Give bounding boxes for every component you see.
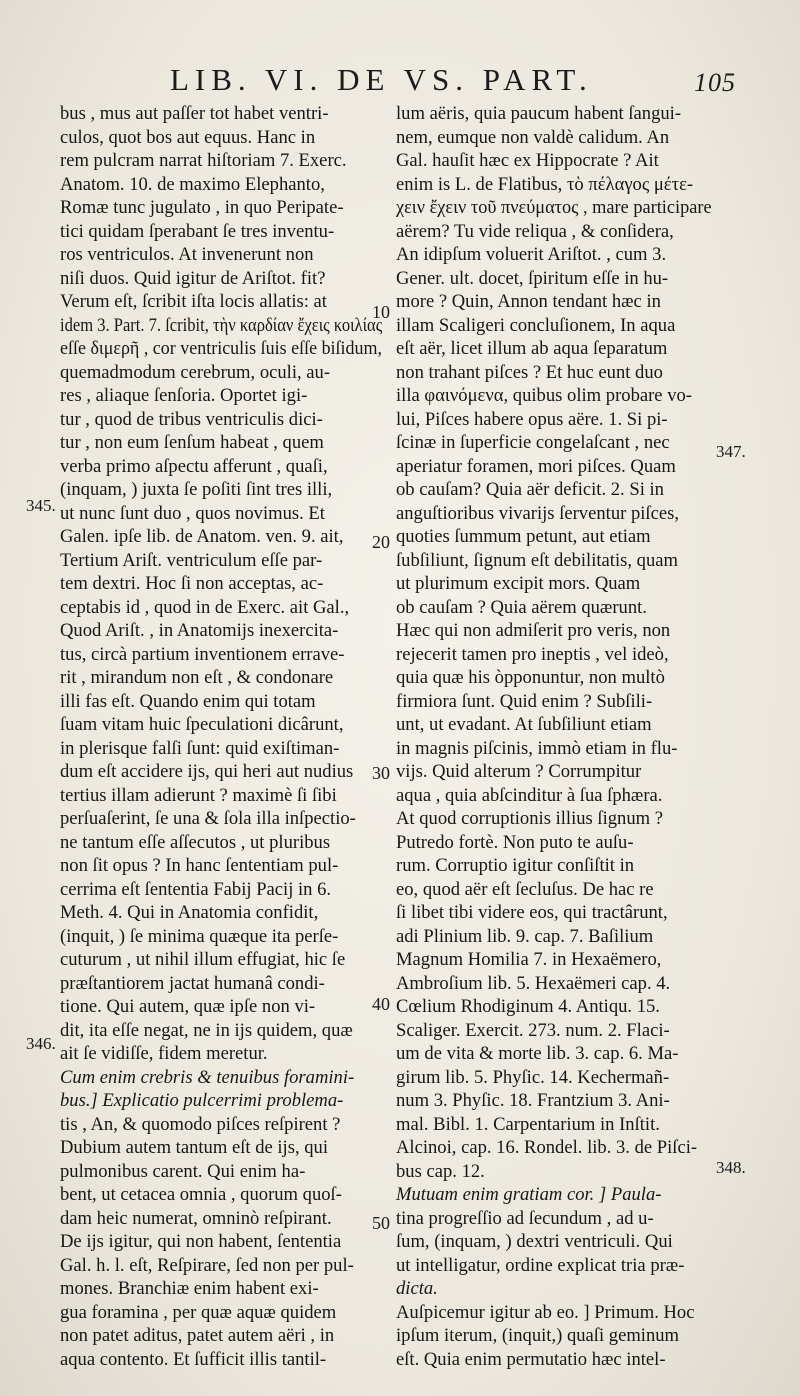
text-line: anguſtioribus vivarijs ſerventur piſces, <box>396 502 679 524</box>
text-line: non ſit opus ? In hanc ſententiam pul- <box>60 855 339 876</box>
right-text-column <box>396 102 712 1371</box>
text-line: dam heic numerat, omninò reſpirant. <box>60 1207 332 1229</box>
running-header <box>170 62 736 102</box>
text-line: eo, quod aër eſt ſecluſus. De hac re <box>396 878 654 900</box>
text-line: rit , mirandum non eſt , & condonare <box>60 667 334 688</box>
text-line: Gal. hauſit hæc ex Hippocrate ? Ait <box>396 150 659 171</box>
text-line: ne tantum eſſe aſſecutos , ut pluribus <box>60 831 331 853</box>
text-line: ſum, (inquam, ) dextri ventriculi. Qui <box>396 1231 673 1252</box>
text-line: Putredo fortè. Non puto te auſu- <box>396 831 634 853</box>
text-line: Alcinoi, cap. 16. Rondel. lib. 3. de Piſci- <box>396 1137 698 1158</box>
text-line: ut intelligatur, ordine explicat tria præ- <box>396 1254 685 1276</box>
text-line: idem 3. Part. 7. ſcribit, τὴν καρδίαν ἔχεις κοιλίας <box>60 314 383 336</box>
text-line: quemadmodum cerebrum, oculi, au- <box>60 361 331 383</box>
text-line: ſcinæ in ſuperficie congelaſcant , nec <box>396 432 670 453</box>
text-line: rum. Corruptio igitur conſiſtit in <box>396 855 635 876</box>
text-line: perſuaſerint, ſe una & ſola illa inſpectio- <box>60 808 356 829</box>
text-line: De ijs igitur, qui non habent, ſententia <box>60 1231 342 1252</box>
text-line: Dubium autem tantum eſt de ijs, qui <box>60 1137 329 1158</box>
text-line: girum lib. 5. Phyſic. 14. Kechermañ- <box>396 1066 670 1088</box>
text-line: aperiatur foramen, mori piſces. Quam <box>396 455 676 477</box>
text-line: dit, ita eſſe negat, ne in ijs quidem, quæ <box>60 1019 353 1041</box>
text-line: Cum enim crebris & tenuibus foramini- <box>60 1066 355 1088</box>
text-line: ceptabis id , quod in de Exerc. ait Gal., <box>60 596 350 618</box>
text-line: gua foramina , per quæ aquæ quidem <box>60 1301 337 1323</box>
text-line: lui, Piſces habere opus aëre. 1. Si pi- <box>396 408 668 430</box>
text-line: ait ſe vidiſſe, fidem meretur. <box>60 1043 268 1064</box>
text-line: Meth. 4. Qui in Anatomia confidit, <box>60 902 319 923</box>
text-line: num 3. Phyſic. 18. Frantzium 3. Ani- <box>396 1090 670 1111</box>
text-line: bent, ut cetacea omnia , quorum quoſ- <box>60 1184 342 1205</box>
text-line: aqua contento. Et ſufficit illis tantil- <box>60 1348 327 1370</box>
text-line: bus.] Explicatio pulcerrimi problema- <box>60 1090 344 1111</box>
text-line: Romæ tunc jugulato , in quo Peripate- <box>60 197 344 218</box>
line-number-40: 40 <box>372 994 390 1014</box>
text-line: eſſe διμερῆ , cor ventriculis ſuis eſſe biſidum, <box>60 338 382 359</box>
text-line: An idipſum voluerit Ariſtot. , cum 3. <box>396 244 667 265</box>
text-line: Mutuam enim gratiam cor. ] Paula- <box>396 1184 662 1205</box>
text-line: ob cauſam? Quia aër deficit. 2. Si in <box>396 479 664 500</box>
text-line: res , aliaque ſenſoria. Oportet igi- <box>60 385 308 406</box>
text-line: non patet aditus, patet autem aëri , in <box>60 1325 335 1346</box>
page-number: 105 <box>694 68 736 97</box>
text-line: ſubſiliunt, ſignum eſt debilitatis, quam <box>396 549 678 571</box>
text-line: Galen. ipſe lib. de Anatom. ven. 9. ait, <box>60 526 344 547</box>
text-line: ipſum iterum, (inquit,) quaſi geminum <box>396 1325 680 1346</box>
text-line: illa φαινόμενα, quibus olim probare vo- <box>396 385 692 406</box>
line-number-20: 20 <box>372 532 390 552</box>
text-line: (inquit, ) ſe minima quæque ita perſe- <box>60 925 339 947</box>
line-number-10: 10 <box>372 302 390 322</box>
text-line: aërem? Tu vide reliqua , & conſidera, <box>396 220 674 242</box>
text-line: tici quidam ſperabant ſe tres inventu- <box>60 220 335 242</box>
text-line: præſtantiorem jactat humanâ condi- <box>60 972 325 994</box>
text-line: Gener. ult. docet, ſpiritum eſſe in hu- <box>396 267 669 289</box>
text-line: cerrima eſt ſententia Fabij Pacij in 6. <box>60 878 332 900</box>
text-line: vijs. Quid alterum ? Corrumpitur <box>396 761 642 782</box>
text-line: rejecerit tamen pro ineptis , vel ideò, <box>396 643 669 665</box>
text-line: Hæc qui non admiſerit pro veris, non <box>396 620 671 641</box>
text-line: Verum eſt, ſcribit iſta locis allatis: at <box>60 291 327 312</box>
text-line: mal. Bibl. 1. Carpentarium in Inſtit. <box>396 1113 660 1135</box>
text-line: pulmonibus carent. Qui enim ha- <box>60 1160 306 1182</box>
text-line: lum aëris, quia paucum habent ſangui- <box>396 103 682 124</box>
text-line: illi fas eſt. Quando enim qui totam <box>60 690 316 712</box>
text-line: more ? Quin, Annon tendant hæc in <box>396 291 661 312</box>
text-line: dum eſt accidere ijs, qui heri aut nudius <box>60 761 354 782</box>
text-line: tur , non eum ſenſum habeat , quem <box>60 432 324 453</box>
line-number-50: 50 <box>372 1213 390 1233</box>
text-line: cuturum , ut nihil illum effugiat, hic ſe <box>60 949 346 970</box>
text-line: ſi libet tibi videre eos, qui tractârunt, <box>396 902 668 923</box>
text-line: eſt. Quia enim permutatio hæc intel- <box>396 1348 666 1370</box>
text-line: Cœlium Rhodiginum 4. Antiqu. 15. <box>396 996 660 1017</box>
margin-reference-347: 347. <box>716 442 746 461</box>
text-line: Gal. h. l. eſt, Reſpirare, ſed non per pul- <box>60 1254 354 1276</box>
text-line: illam Scaligeri concluſionem, In aqua <box>396 314 676 336</box>
text-line: tina progreſſio ad ſecundum , ad u- <box>396 1207 654 1229</box>
margin-reference-346: 346. <box>26 1034 56 1053</box>
text-line: At quod corruptionis illius ſignum ? <box>396 808 664 829</box>
running-title: LIB. VI. DE VS. PART. <box>170 62 593 97</box>
text-line: quia quæ his òpponuntur, non multò <box>396 667 665 688</box>
text-line: bus cap. 12. <box>396 1160 485 1182</box>
text-line: aqua , quia abſcinditur à ſua ſphæra. <box>396 784 663 806</box>
text-line: bus , mus aut paſſer tot habet ventri- <box>60 103 329 124</box>
text-line: dicta. <box>396 1278 438 1299</box>
text-line: unt, ut evadant. At ſubſiliunt etiam <box>396 714 652 735</box>
text-line: ob cauſam ? Quia aërem quærunt. <box>396 596 647 618</box>
text-line: (inquam, ) juxta ſe poſiti ſint tres illi, <box>60 479 333 500</box>
text-line: nem, eumque non valdè calidum. An <box>396 126 670 148</box>
text-line: tur , quod de tribus ventriculis dici- <box>60 408 323 430</box>
text-line: Ambroſium lib. 5. Hexaëmeri cap. 4. <box>396 972 671 994</box>
text-line: Tertium Ariſt. ventriculum eſſe par- <box>60 549 323 571</box>
text-line: χειν ἔχειν τοῦ πνεύματος , mare participare <box>396 197 712 218</box>
text-line: culos, quot bos aut equus. Hanc in <box>60 126 316 148</box>
text-line: Anatom. 10. de maximo Elephanto, <box>60 173 325 195</box>
text-line: Quod Ariſt. , in Anatomijs inexercita- <box>60 620 339 641</box>
text-line: rem pulcram narrat hiſtoriam 7. Exerc. <box>60 150 347 171</box>
text-line: verba primo aſpectu afferunt , quaſi, <box>60 455 328 477</box>
text-line: tertius illam adierunt ? maximè ſi ſibi <box>60 784 337 806</box>
text-line: firmiora ſunt. Quid enim ? Subſili- <box>396 690 653 712</box>
text-line: quoties ſummum petunt, aut etiam <box>396 526 651 547</box>
text-line: enim is L. de Flatibus, τὸ πέλαγος μέτε- <box>396 173 694 195</box>
text-line: Scaliger. Exercit. 273. num. 2. Flaci- <box>396 1019 670 1041</box>
text-line: adi Plinium lib. 9. cap. 7. Baſilium <box>396 925 654 947</box>
text-line: ut nunc ſunt duo , quos novimus. Et <box>60 502 325 524</box>
text-line: ut plurimum excipit mors. Quam <box>396 573 641 594</box>
text-line: non trahant piſces ? Et huc eunt duo <box>396 361 663 383</box>
margin-reference-345: 345. <box>26 496 56 515</box>
text-line: Magnum Homilia 7. in Hexaëmero, <box>396 949 662 970</box>
text-line: ſuam vitam huic ſpeculationi dicârunt, <box>60 714 344 735</box>
text-line: mones. Branchiæ enim habent exi- <box>60 1278 319 1299</box>
text-line: tis , An, & quomodo piſces reſpirent ? <box>60 1113 341 1135</box>
margin-reference-348: 348. <box>716 1158 746 1177</box>
left-text-column <box>60 102 382 1371</box>
text-line: niſi duos. Quid igitur de Ariſtot. fit? <box>60 267 326 289</box>
text-line: ros ventriculos. At invenerunt non <box>60 244 314 265</box>
text-line: eſt aër, licet illum ab aqua ſeparatum <box>396 338 668 359</box>
line-number-30: 30 <box>372 763 390 783</box>
text-line: tus, circà partium inventionem errave- <box>60 643 345 665</box>
text-line: tione. Qui autem, quæ ipſe non vi- <box>60 996 316 1017</box>
text-line: um de vita & morte lib. 3. cap. 6. Ma- <box>396 1043 679 1064</box>
text-line: tem dextri. Hoc ſi non acceptas, ac- <box>60 573 324 594</box>
text-line: in plerisque falſi ſunt: quid exiſtiman- <box>60 737 340 759</box>
text-line: in magnis piſcinis, immò etiam in flu- <box>396 737 678 759</box>
text-line: Auſpicemur igitur ab eo. ] Primum. Hoc <box>396 1301 695 1323</box>
